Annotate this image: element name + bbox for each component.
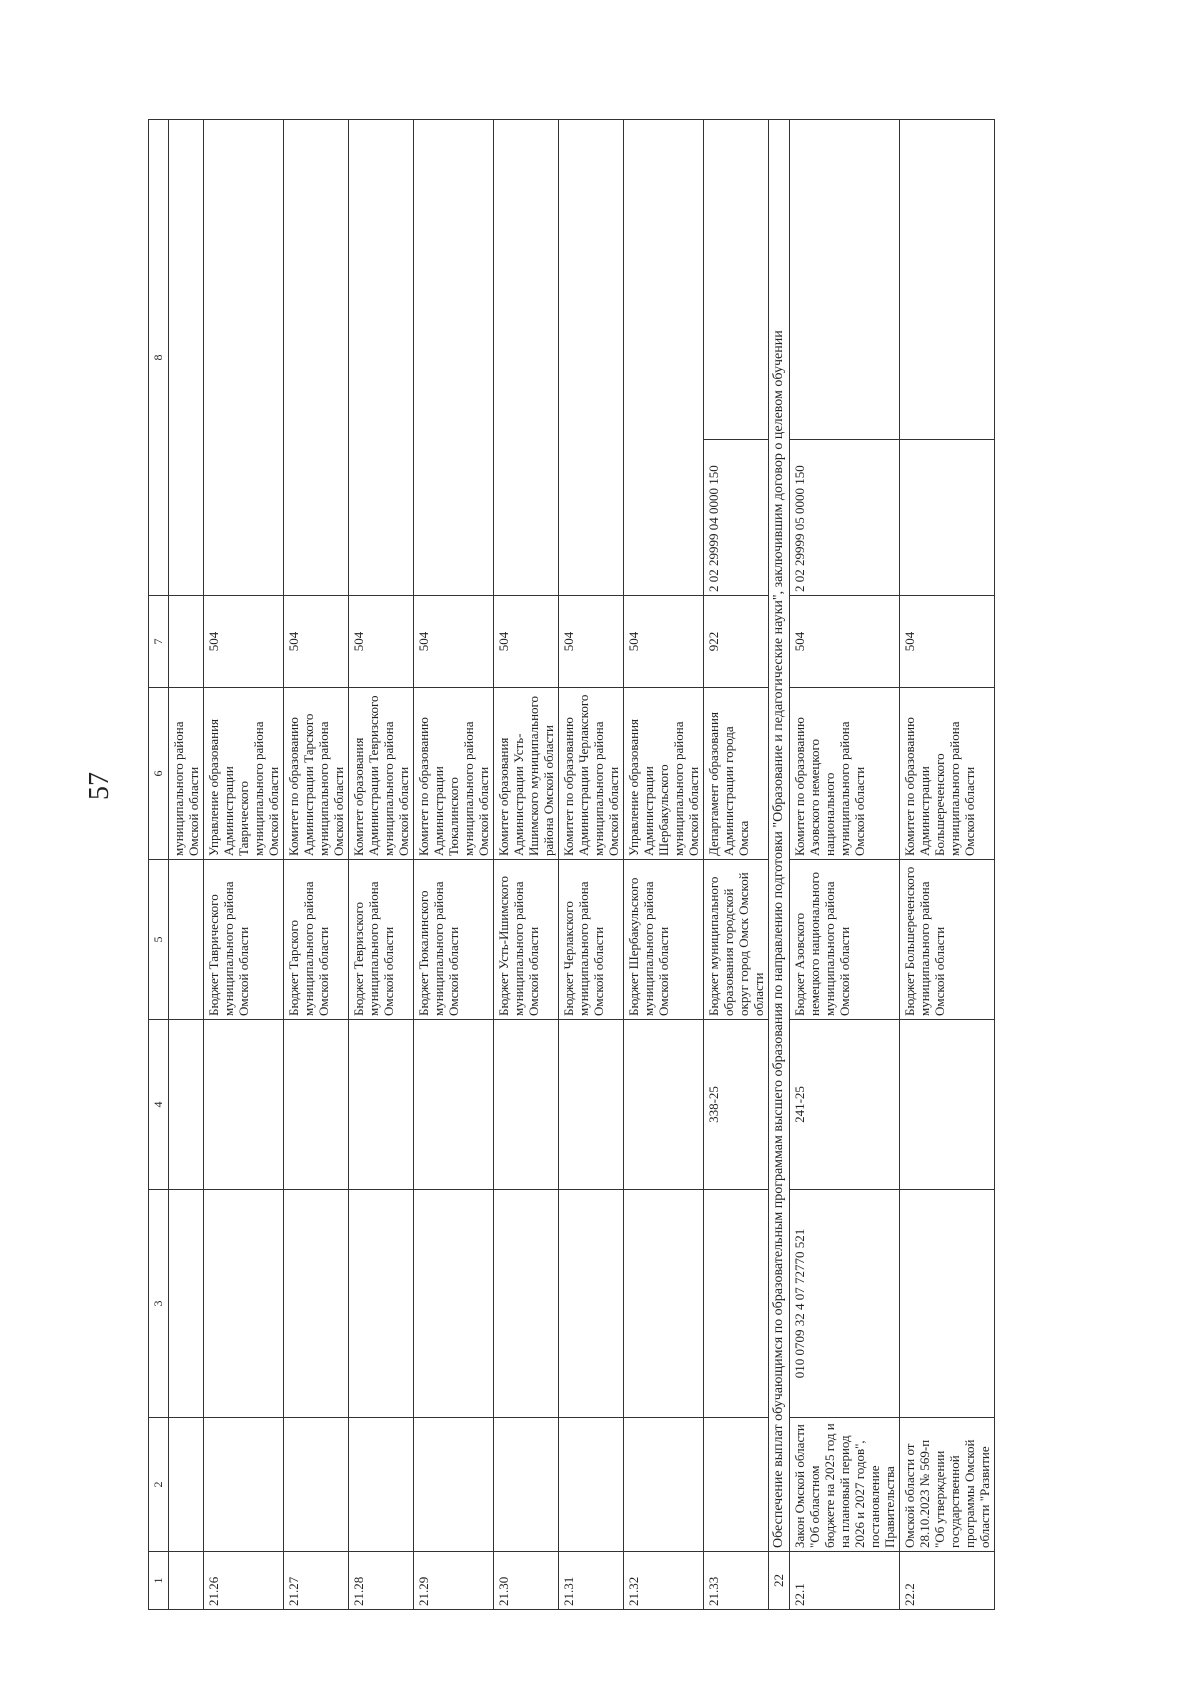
cell-id: 21.33: [704, 1552, 769, 1610]
cell-id: 21.27: [284, 1552, 349, 1610]
cell-id: 21.31: [559, 1552, 624, 1610]
table-row: [624, 120, 704, 1610]
cell-admin: Комитет образования Администрации Усть-Ишимского муниципального района Омской области: [494, 688, 559, 860]
section-title: Обеспечение выплат обучающимся по образовательным программам высшего образования по направлению подготовки "Образование и педагогические науки", заключившим договор о целевом обучении: [769, 120, 790, 1552]
cell-code7: 504: [284, 596, 349, 688]
table-row: [414, 120, 494, 1610]
cell-admin: Управление образования Администрации Шербакульского муниципального района Омской области: [624, 688, 704, 860]
header-cell: 3: [149, 1190, 169, 1418]
header-cell: 5: [149, 860, 169, 1020]
cell-id: 22.2: [900, 1552, 995, 1610]
cell-admin: Комитет по образованию Администрации Большереченского муниципального района Омской области: [900, 688, 995, 860]
table-row: [559, 120, 624, 1610]
header-cell: 6: [149, 688, 169, 860]
cell-admin: Комитет по образованию Администрации Черлакского муниципального района Омской области: [559, 688, 624, 860]
table-row: [349, 120, 414, 1610]
cell-code7: 504: [414, 596, 494, 688]
cell-budget: Бюджет Тевризского муниципального района Омской области: [349, 860, 414, 1020]
cell-code7: 922: [704, 596, 769, 688]
cell-admin: муниципального района Омской области: [169, 688, 204, 860]
cell-code7: 504: [494, 596, 559, 688]
budget-table: [148, 119, 995, 1610]
cell-admin: Управление образования Администрации Таврического муниципального района Омской области: [204, 688, 284, 860]
cell-col4: 241-25: [790, 1020, 900, 1190]
cell-code7: 504: [790, 596, 900, 688]
cell-budget: Бюджет муниципального образования городской округ город Омск Омской области: [704, 860, 769, 1020]
cell-budget: Бюджет Усть-Ишимского муниципального района Омской области: [494, 860, 559, 1020]
header-cell: 8: [149, 120, 169, 596]
cell-code7: 504: [559, 596, 624, 688]
cell-id: 21.26: [204, 1552, 284, 1610]
cell-admin: Комитет образования Администрации Тевризского муниципального района Омской области: [349, 688, 414, 860]
rotated-table-wrapper: [148, 120, 1028, 1610]
header-cell: 1: [149, 1552, 169, 1610]
table-row: [169, 120, 204, 1610]
cell-col4: 338-25: [704, 1020, 769, 1190]
cell-code7: 504: [349, 596, 414, 688]
header-row: [149, 120, 169, 1610]
cell-admin: Департамент образования Администрации города Омска: [704, 688, 769, 860]
cell-code8: 2 02 29999 04 0000 150: [704, 440, 769, 596]
table-row: [284, 120, 349, 1610]
cell-budget: Бюджет Большереченского муниципального района Омской области: [900, 860, 995, 1020]
section-row: [769, 120, 790, 1610]
cell-budget: Бюджет Тюкалинского муниципального района Омской области: [414, 860, 494, 1020]
table-row: [494, 120, 559, 1610]
cell-budget: Бюджет Таврического муниципального района Омской области: [204, 860, 284, 1020]
cell-code7: 504: [624, 596, 704, 688]
cell-id: 22.1: [790, 1552, 900, 1610]
header-cell: 4: [149, 1020, 169, 1190]
cell-code7: 504: [900, 596, 995, 688]
table-row: [204, 120, 284, 1610]
cell-id: 21.28: [349, 1552, 414, 1610]
section-id: 22: [769, 1552, 790, 1610]
table-row: [704, 120, 769, 1610]
cell-id: 21.30: [494, 1552, 559, 1610]
cell-col2: Закон Омской области "Об областном бюджете на 2025 год и на плановый период 2026 и 2027 годов", постановление Правительства: [790, 1418, 900, 1552]
cell-col3: 010 0709 32 4 07 72770 521: [790, 1190, 900, 1418]
header-cell: 7: [149, 596, 169, 688]
cell-admin: Комитет по образованию Администрации Тарского муниципального района Омской области: [284, 688, 349, 860]
cell-id: 21.29: [414, 1552, 494, 1610]
header-cell: 2: [149, 1418, 169, 1552]
table-row: [790, 120, 900, 1610]
cell-col2: Омской области от 28.10.2023 № 569-п "Об утверждении государственной программы Омской области "Развитие: [900, 1418, 995, 1552]
cell-budget: Бюджет Черлакского муниципального района Омской области: [559, 860, 624, 1020]
cell-budget: Бюджет Шербакульского муниципального района Омской области: [624, 860, 704, 1020]
cell-budget: Бюджет Азовского немецкого национального муниципального района Омской области: [790, 860, 900, 1020]
cell-admin: Комитет по образованию Администрации Тюкалинского муниципального района Омской области: [414, 688, 494, 860]
page-number: 57: [84, 772, 115, 800]
cell-admin: Комитет по образованию Азовского немецкого национального муниципального района Омской области: [790, 688, 900, 860]
cell-code7: 504: [204, 596, 284, 688]
cell-id: 21.32: [624, 1552, 704, 1610]
cell-budget: Бюджет Тарского муниципального района Омской области: [284, 860, 349, 1020]
cell-code8: 2 02 29999 05 0000 150: [790, 440, 900, 596]
table-row: [900, 120, 995, 1610]
